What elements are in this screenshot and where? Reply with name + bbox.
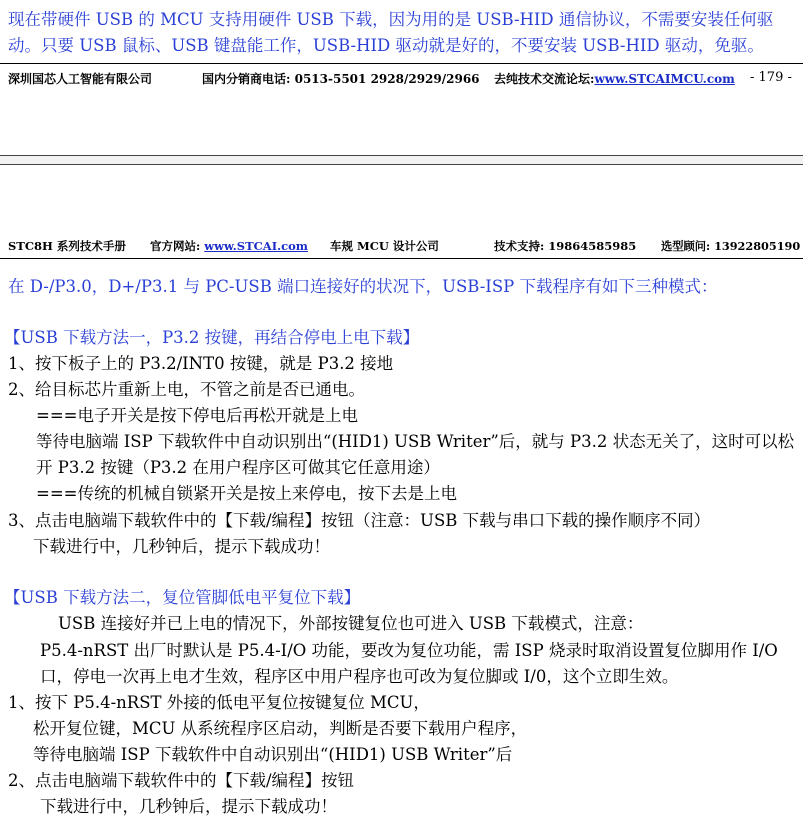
method2-line: P5.4-nRST 出厂时默认是 P5.4-I/O 功能，要改为复位功能，需 ISP 烧录时取消设置复位脚用作 I/O xyxy=(40,641,778,660)
header-rule xyxy=(0,258,803,259)
footer-forum-label: 去纯技术交流论坛: xyxy=(494,72,595,86)
header-advisor: 选型顾问: 13922805190 xyxy=(661,239,801,253)
header-support: 技术支持: 19864585985 xyxy=(494,239,637,253)
intro-text: 在 D-/P3.0，D+/P3.1 与 PC-USB 端口连接好的状况下，USB-ISP 下载程序有如下三种模式： xyxy=(8,277,718,296)
paragraph-line: 动。只要 USB 鼠标、USB 键盘能工作，USB-HID 驱动就是好的，不要安装 USB-HID 驱动，免驱。 xyxy=(8,36,764,55)
page-gap xyxy=(0,156,803,164)
method1-title: 【USB 下载方法一，P3.2 按键，再结合停电上电下载】 xyxy=(4,328,420,347)
footer-company: 深圳国芯人工智能有限公司 xyxy=(8,72,153,86)
header-site-label: 官方网站: xyxy=(150,239,205,253)
footer-rule xyxy=(0,63,803,64)
method1-line: 开 P3.2 按键（P3.2 在用户程序区可做其它任意用途） xyxy=(36,458,440,477)
method2-line: USB 连接好并已上电的情况下，外部按键复位也可进入 USB 下载模式，注意： xyxy=(58,614,644,633)
method1-line: 等待电脑端 ISP 下载软件中自动识别出“(HID1) USB Writer”后，就与 P3.2 状态无关了，这时可以松 xyxy=(36,432,795,451)
page-number: - 179 - xyxy=(750,70,792,85)
footer-phone: 国内分销商电话: 0513-5501 2928/2929/2966 xyxy=(202,72,480,86)
method2-line: 2、点击电脑端下载软件中的【下载/编程】按钮 xyxy=(8,771,355,790)
footer-forum xyxy=(494,70,735,87)
method2-line: 口，停电一次再上电才生效，程序区中用户程序也可改为复位脚或 I/0，这个立即生效。 xyxy=(40,667,679,686)
method2-line: 下载进行中，几秒钟后，提示下载成功！ xyxy=(40,797,337,816)
forum-link[interactable]: www.STCAIMCU.com xyxy=(594,72,735,86)
paragraph-line: 现在带硬件 USB 的 MCU 支持用硬件 USB 下载，因为用的是 USB-HID 通信协议，不需要安装任何驱 xyxy=(8,10,774,29)
method1-line: ===传统的机械自锁紧开关是按上来停电，按下去是上电 xyxy=(36,484,457,503)
method2-line: 松开复位键，MCU 从系统程序区启动，判断是否要下载用户程序， xyxy=(33,719,528,738)
method2-line: 等待电脑端 ISP 下载软件中自动识别出“(HID1) USB Writer”后 xyxy=(33,745,513,764)
header-design: 车规 MCU 设计公司 xyxy=(330,239,439,253)
method1-line: 1、按下板子上的 P3.2/INT0 按键，就是 P3.2 接地 xyxy=(8,354,394,373)
header-site xyxy=(150,238,308,254)
method2-title: 【USB 下载方法二，复位管脚低电平复位下载】 xyxy=(4,588,361,607)
header-manual: STC8H 系列技术手册 xyxy=(8,239,126,253)
method1-line: 3、点击电脑端下载软件中的【下载/编程】按钮（注意：USB 下载与串口下载的操作顺序不同） xyxy=(8,511,711,530)
method2-line: 1、按下 P5.4-nRST 外接的低电平复位按键复位 MCU， xyxy=(8,693,430,712)
method1-line: 下载进行中，几秒钟后，提示下载成功！ xyxy=(33,537,330,556)
site-link[interactable]: www.STCAI.com xyxy=(204,239,308,253)
method1-line: 2、给目标芯片重新上电，不管之前是否已通电。 xyxy=(8,380,365,399)
method1-line: ===电子开关是按下停电后再松开就是上电 xyxy=(36,406,358,425)
page-break-bottom xyxy=(0,164,803,165)
